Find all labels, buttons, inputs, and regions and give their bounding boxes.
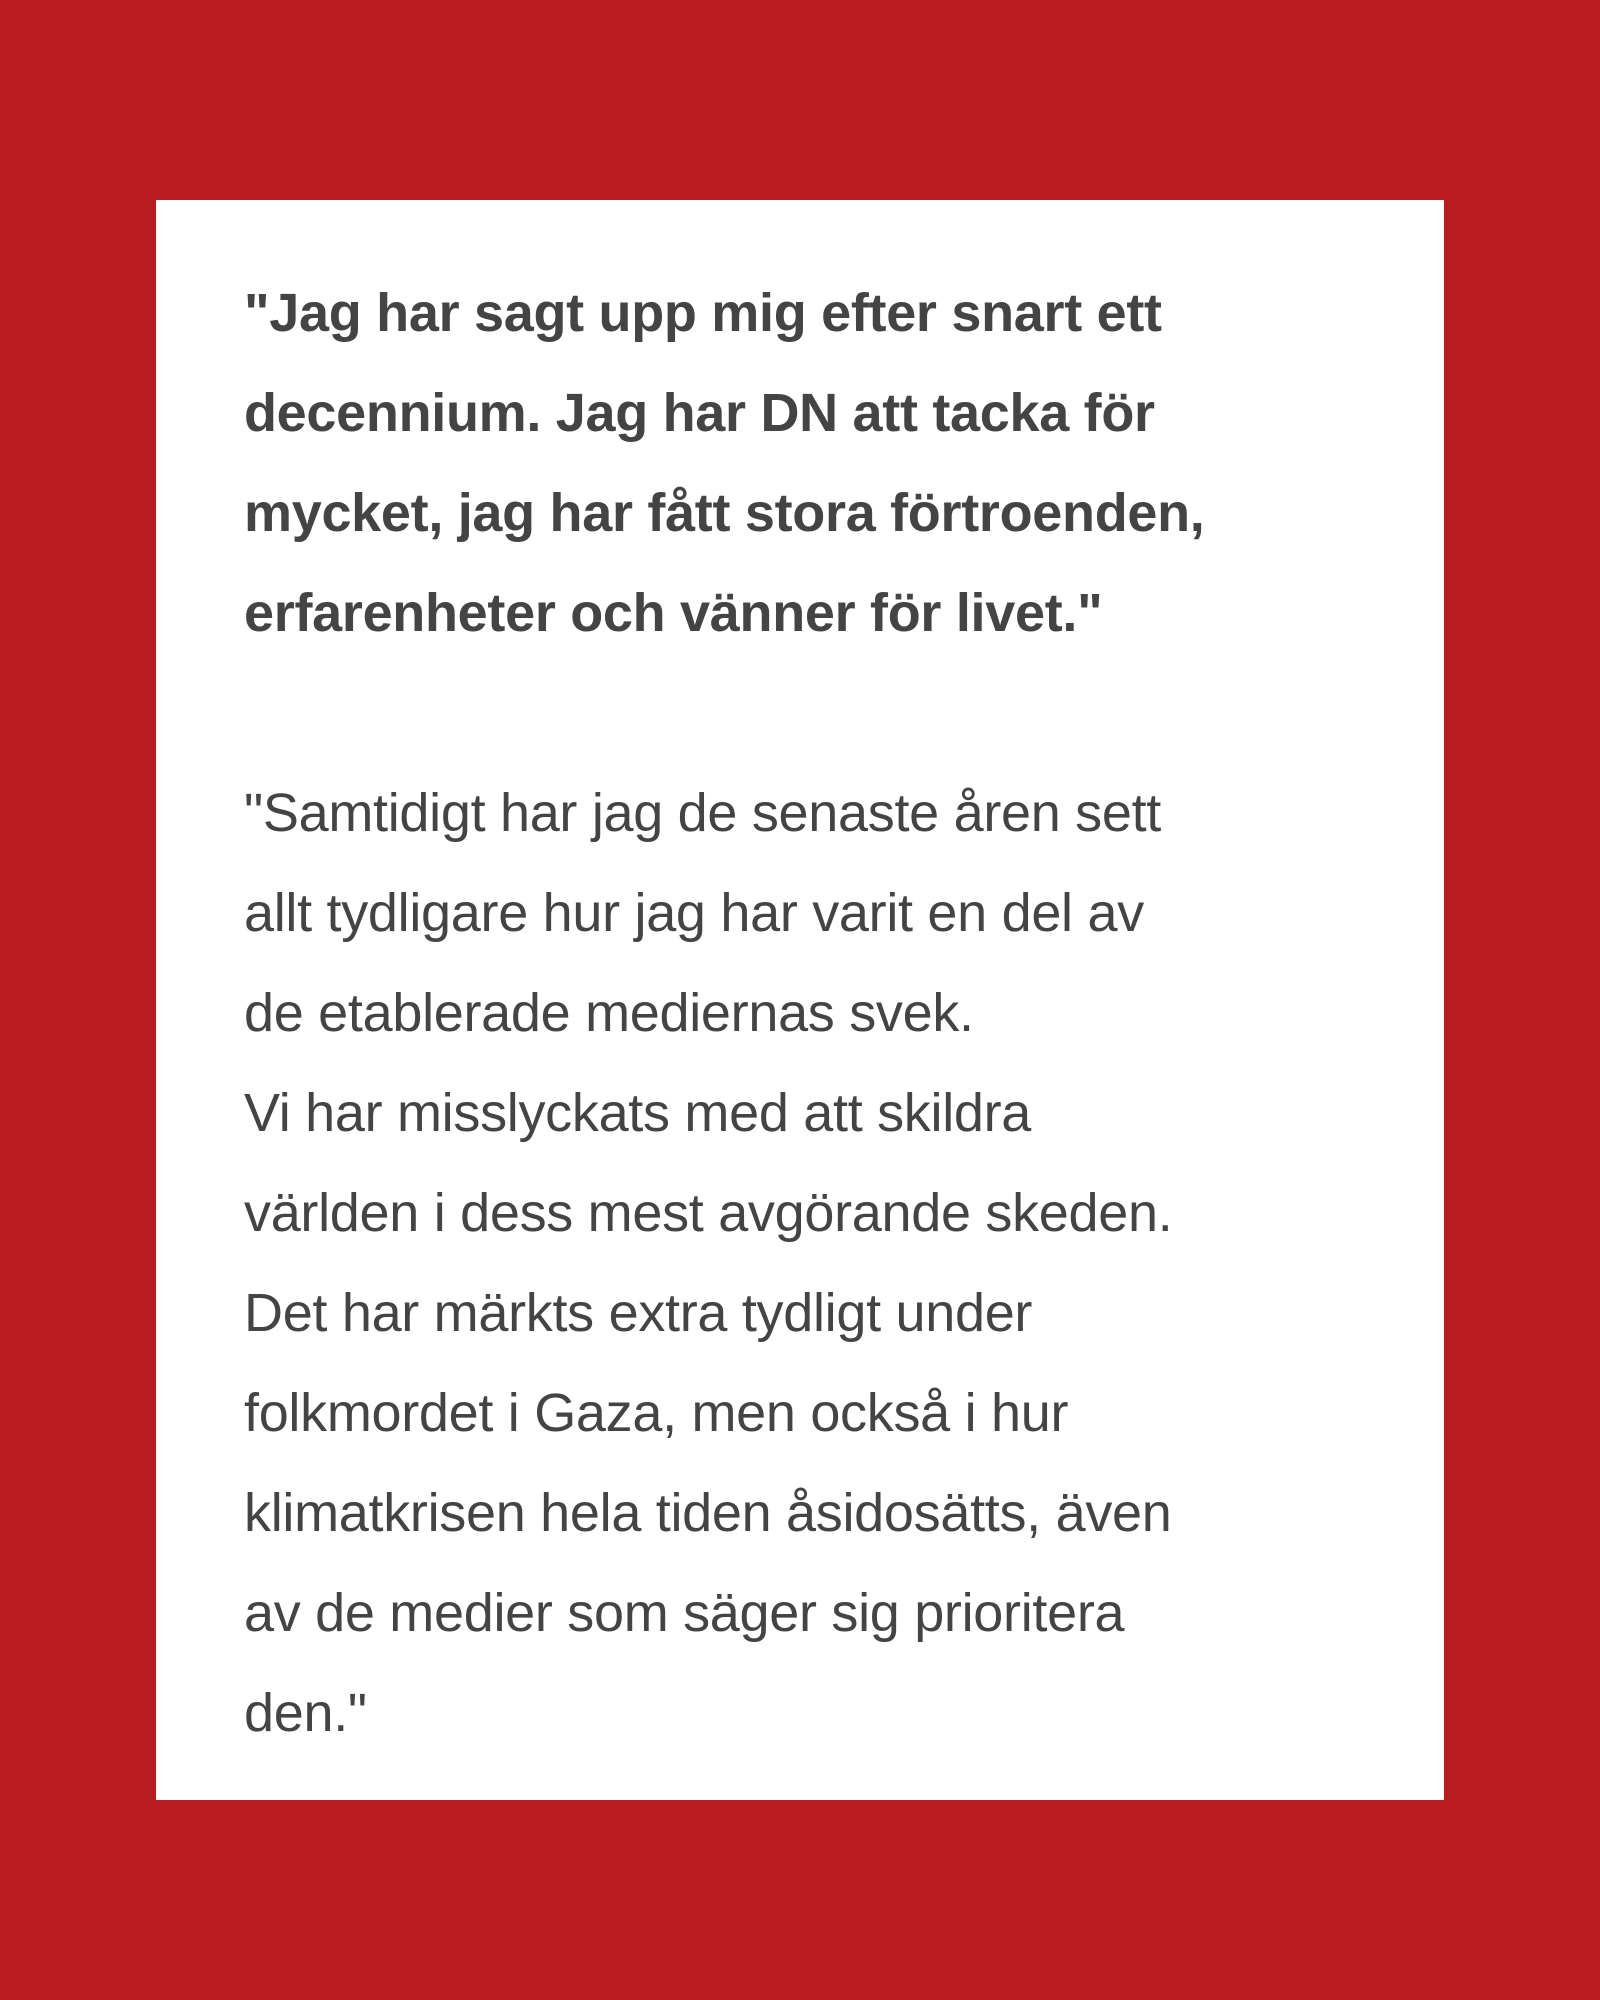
quote-line: erfarenheter och vänner för livet." <box>244 583 1103 643</box>
quote-line: klimatkrisen hela tiden åsidosätts, även <box>244 1483 1172 1543</box>
quote-line: "Jag har sagt upp mig efter snart ett <box>244 283 1162 343</box>
quote-line: den." <box>244 1683 367 1743</box>
quote-line: världen i dess mest avgörande skeden. <box>244 1183 1173 1243</box>
quote-line: folkmordet i Gaza, men också i hur <box>244 1383 1069 1443</box>
quote-bold-paragraph <box>244 263 1384 663</box>
quote-line: "Samtidigt har jag de senaste åren sett <box>244 783 1162 843</box>
quote-line: Vi har misslyckats med att skildra <box>244 1083 1032 1143</box>
quote-line: mycket, jag har fått stora förtroenden, <box>244 483 1205 543</box>
quote-line: Det har märkts extra tydligt under <box>244 1283 1033 1343</box>
quote-line: de etablerade mediernas svek. <box>244 983 974 1043</box>
quote-regular-paragraph <box>244 763 1384 1763</box>
quote-card <box>156 200 1444 1800</box>
quote-line: allt tydligare hur jag har varit en del av <box>244 883 1144 943</box>
quote-line: av de medier som säger sig prioritera <box>244 1583 1125 1643</box>
quote-line: decennium. Jag har DN att tacka för <box>244 383 1155 443</box>
